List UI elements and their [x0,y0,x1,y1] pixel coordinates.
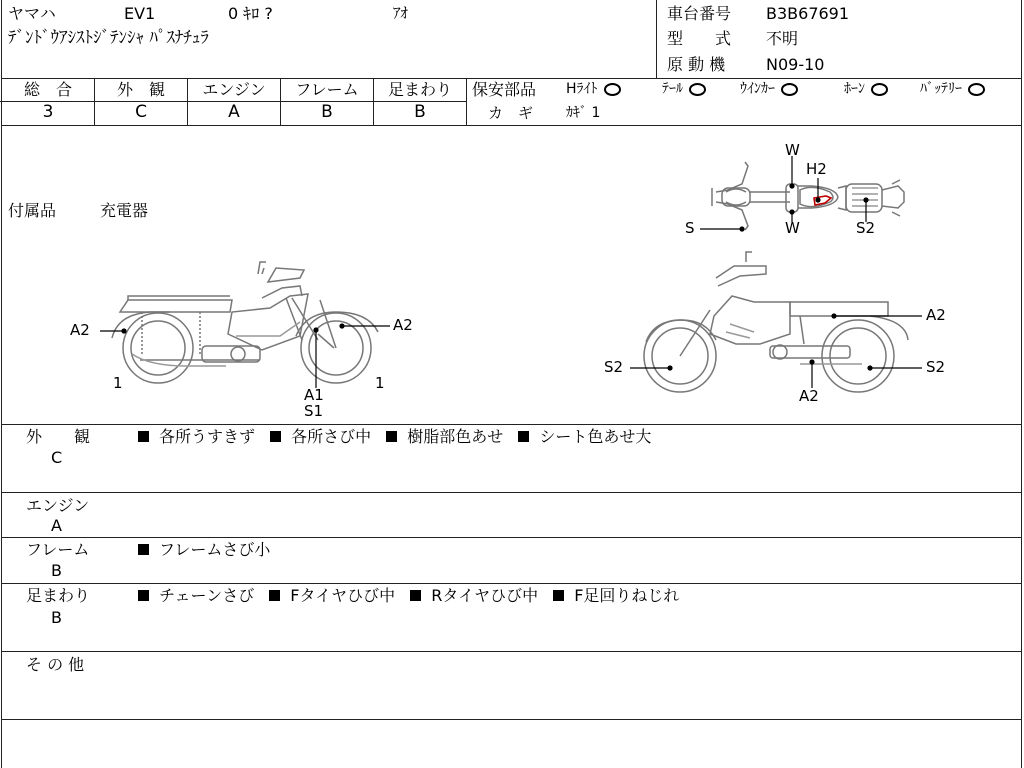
model-code: EV1 [124,4,156,23]
remark-items [138,429,651,445]
remark-items [138,588,679,604]
bullet-square-icon [138,590,149,601]
safety-item-label: ｳｲﾝｶｰ [740,81,775,97]
remark-label: そ の 他 [26,655,85,674]
diagram-label-a2-left-rear: A2 [70,321,90,339]
remark-grade: B [51,608,62,627]
key-label: カ ギ [488,104,534,122]
grade-engine-label: エンジン [202,80,266,99]
bullet-square-icon [518,431,529,442]
bullet-square-icon [138,544,149,555]
remarks-line [1,719,1022,720]
top-view-callouts [700,156,868,231]
remark-item: Fタイヤひび中 [290,586,396,605]
remark-item: 樹脂部色あせ [407,427,504,446]
grade-suspension-value: B [414,102,426,122]
safety-item-label: Hﾗｲﾄ [566,81,598,97]
safety-label: 保安部品 [472,80,537,99]
engine-model-label: 原 動 機 [667,55,726,74]
remark-item: チェーンさび [159,586,255,605]
safety-item-label: ﾊﾞｯﾃﾘｰ [920,81,962,97]
ok-mark-icon [871,83,888,96]
grade-exterior-value: C [135,102,147,122]
ok-mark-icon [604,83,621,96]
maker-name: ヤマハ [8,4,56,23]
grade-overall-value: 3 [42,102,54,122]
remark-item: フレームさび小 [159,540,271,559]
color-name: ｱｵ [393,4,409,22]
engine-model-value: N09-10 [766,55,825,74]
remarks-line [1,537,1022,538]
type-value: 不明 [766,29,799,48]
chassis-value: B3B67691 [766,4,850,23]
grade-top-line [1,78,1022,79]
remarks-line [1,492,1022,493]
model-name: ﾃﾞﾝﾄﾞｳｱｼｽﾄｼﾞﾃﾝｼｬ ﾊﾟｽﾅﾁｭﾗ [8,28,209,48]
ok-mark-icon [781,83,798,96]
safety-item-label: ﾎｰﾝ [844,81,865,97]
remark-item: 各所うすきず [159,427,256,446]
chassis-label: 車台番号 [667,4,732,23]
safety-item-winker [740,82,798,96]
remark-label: 足まわり [26,586,91,605]
diagram-label-a1: A1 [304,386,324,404]
diagram-label-w2: W [785,219,800,237]
remark-item: 各所さび中 [291,427,372,446]
remark-grade: A [51,516,62,535]
diagram-label-s1: S1 [304,402,324,420]
grade-overall-label: 総 合 [23,80,72,99]
remark-label: フレーム [26,540,90,559]
ok-mark-icon [689,83,706,96]
diagram-label-h2: H2 [806,160,827,178]
grade-frame-label: フレーム [295,80,359,99]
diagram-label-s2-top: S2 [856,219,876,237]
bullet-square-icon [553,590,564,601]
header-divider [656,0,657,78]
safety-item-battery [920,82,985,96]
bullet-square-icon [138,431,149,442]
remark-grade: B [51,561,62,580]
bullet-square-icon [386,431,397,442]
diagram-label-1-rear: 1 [113,374,123,392]
diagram-label-s2-right-front: S2 [604,358,624,376]
remark-item: シート色あせ大 [539,427,652,446]
grade-engine-value: A [228,102,240,122]
diagram-label-w1: W [785,141,800,159]
scooter-left-view [112,262,378,383]
remark-label: 外 観 [26,427,91,446]
scooter-right-view [644,252,908,392]
accessories-value: 充電器 [100,201,149,220]
accessories-label: 付属品 [8,201,57,220]
bullet-square-icon [269,590,280,601]
bullet-square-icon [410,590,421,601]
damage-diagram [0,126,1022,424]
safety-item-label: ﾃｰﾙ [662,81,683,97]
grade-exterior-label: 外 観 [116,80,165,99]
diagram-label-a2-right-upper: A2 [926,306,946,324]
right-view-callouts [630,314,922,388]
remarks-line [1,583,1022,584]
remarks-top-line [1,424,1022,425]
diagram-label-a2-left-front: A2 [393,316,413,334]
diagram-label-a2-right-lower: A2 [799,387,819,405]
safety-item-tail [662,82,706,96]
grade-suspension-label: 足まわり [387,80,452,99]
remark-item: F足回りねじれ [574,586,680,605]
diagram-label-s2-right-rear: S2 [926,358,946,376]
mileage: 0 ｷﾛ ? [228,4,273,23]
type-label: 型 式 [667,29,732,48]
bullet-square-icon [270,431,281,442]
diagram-label-1-front: 1 [375,374,385,392]
ok-mark-icon [968,83,985,96]
remark-grade: C [51,448,63,467]
remark-item: Rタイヤひび中 [431,586,539,605]
safety-item-headlight [566,82,621,96]
safety-item-horn [844,82,888,96]
grade-frame-value: B [321,102,333,122]
remark-items [138,542,270,558]
diagram-label-s: S [685,219,695,237]
grade-divider [466,78,467,125]
remark-label: エンジン [26,496,90,515]
key-value: ｶｷﾞ 1 [566,105,601,121]
remarks-line [1,651,1022,652]
